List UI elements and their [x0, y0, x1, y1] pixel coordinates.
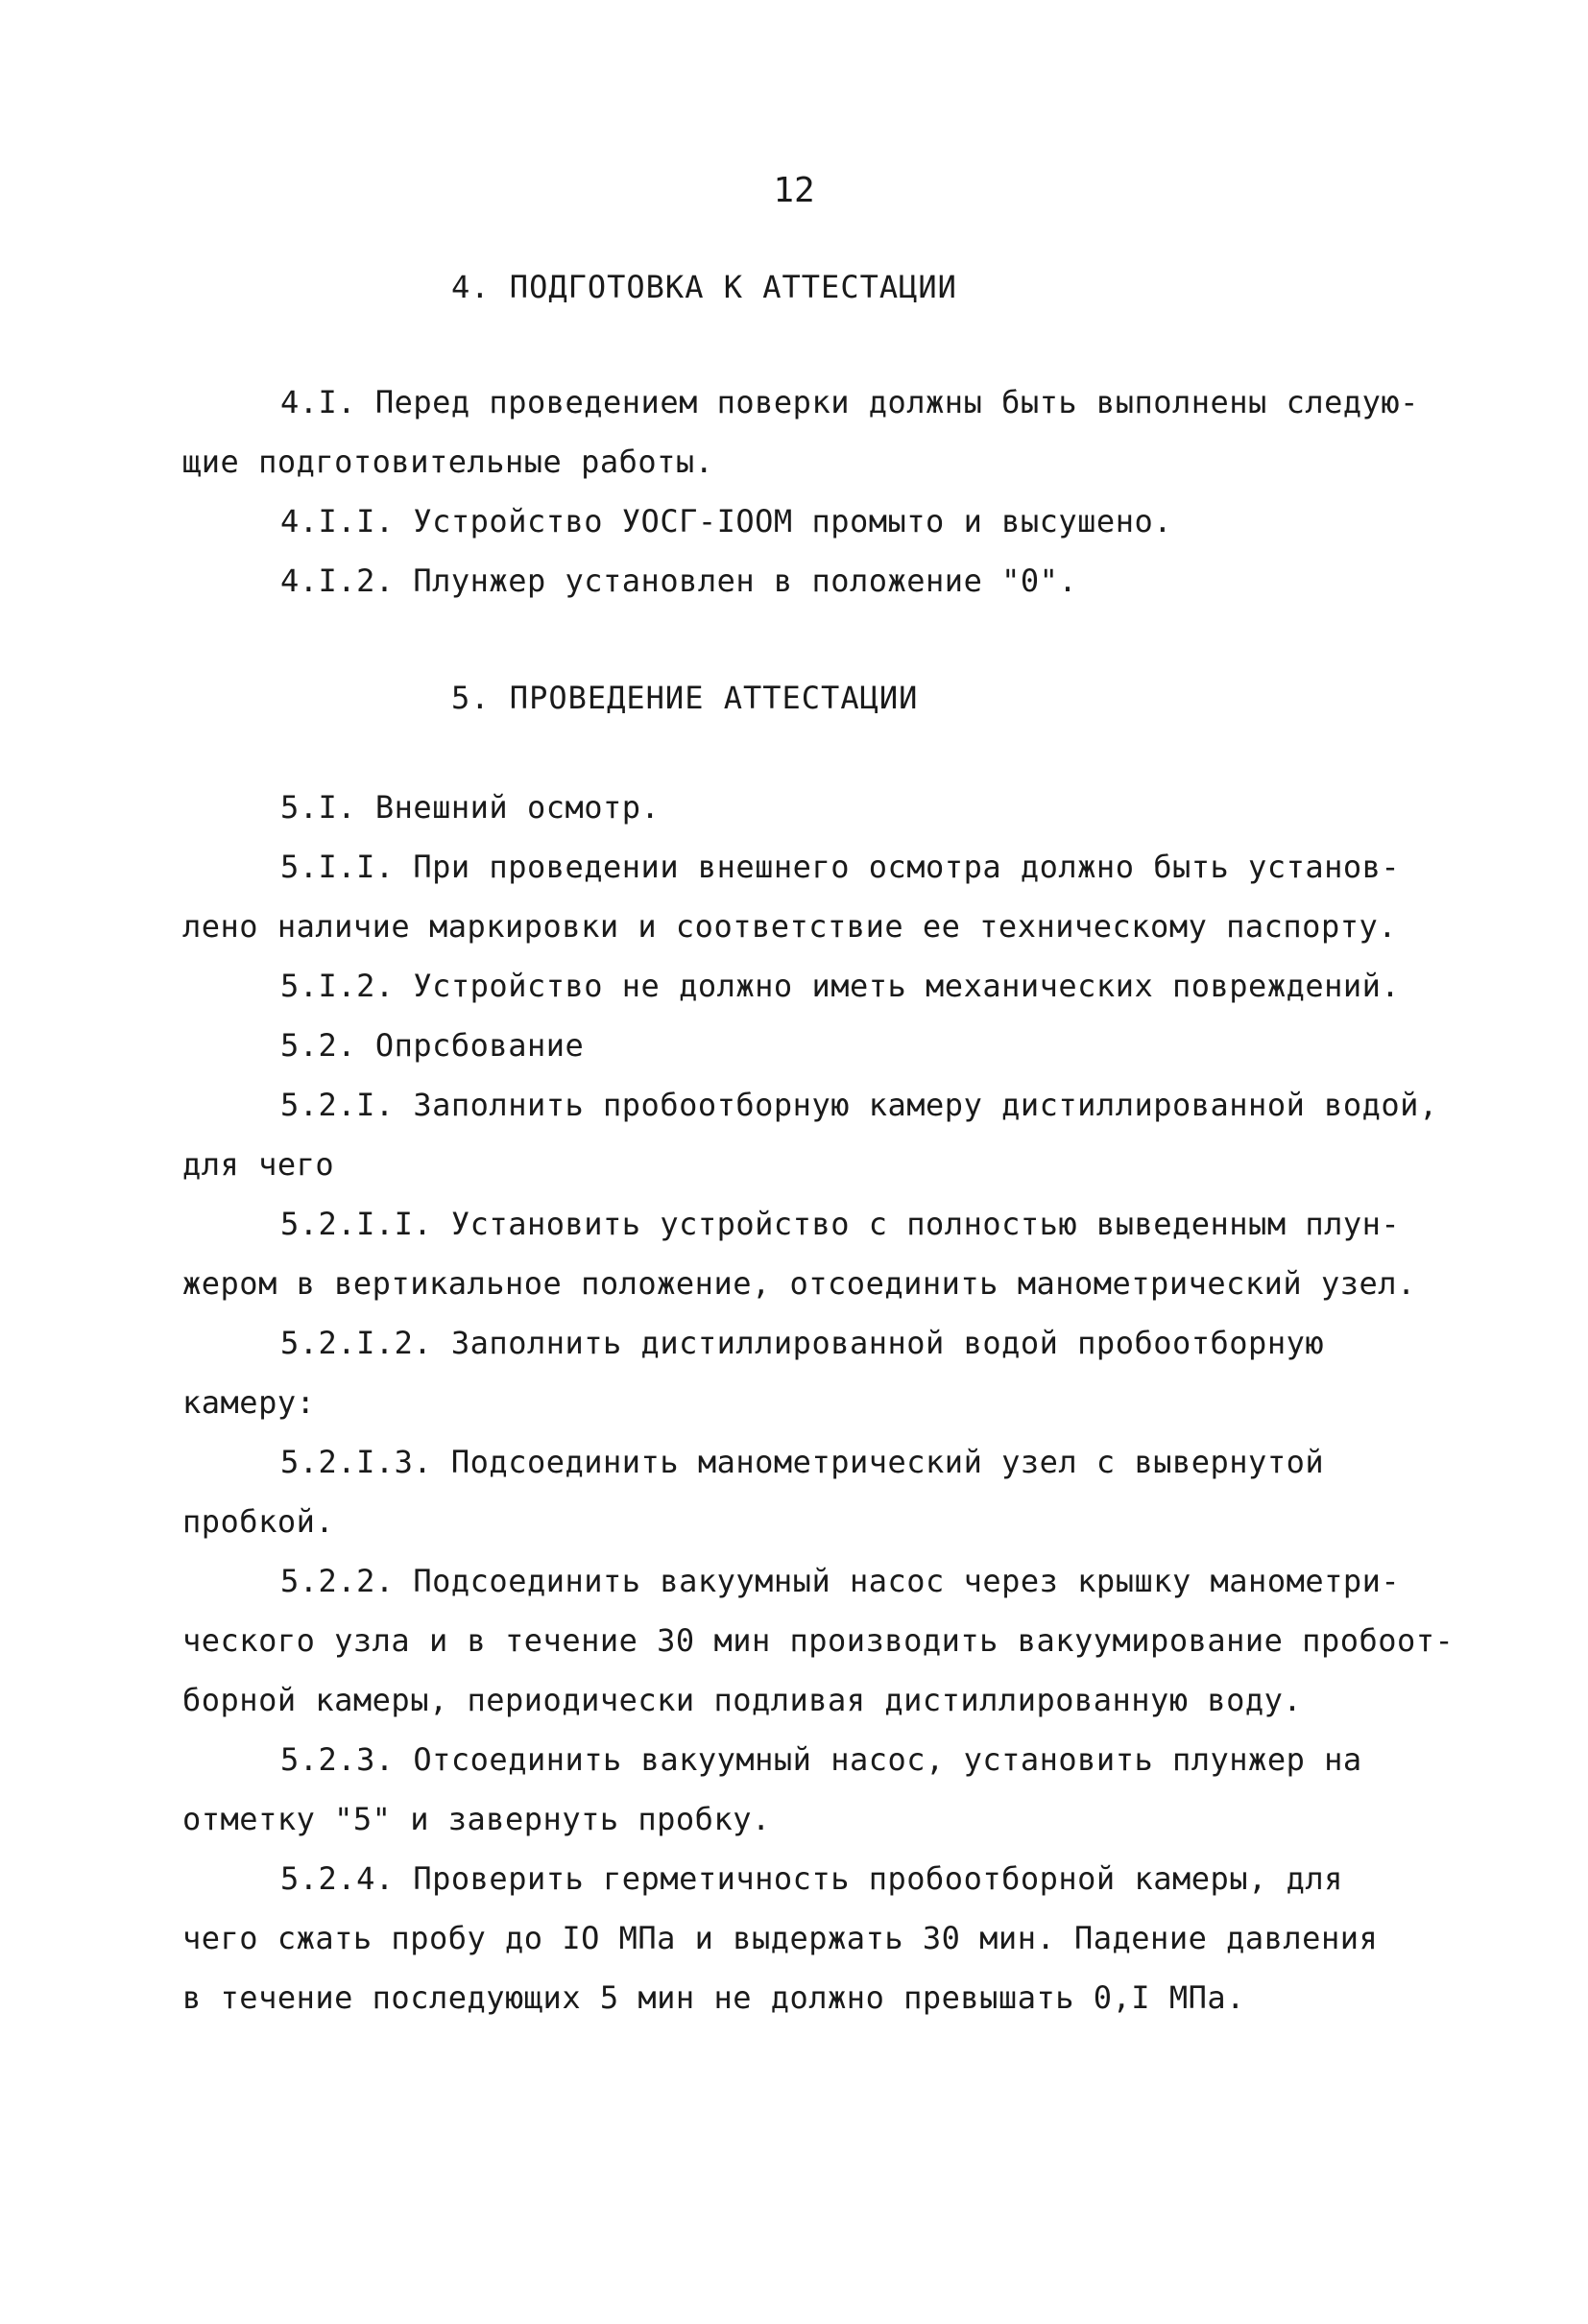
paragraph-line: 5.2.4. Проверить герметичность пробоотборной камеры, для: [280, 1860, 1343, 1897]
page-number: 12: [773, 171, 815, 210]
paragraph-line: щие подготовительные работы.: [182, 443, 714, 480]
paragraph-line: 4.I.I. Устройство УОСГ-IOOМ промыто и высушено.: [280, 503, 1172, 539]
paragraph-line: для чего: [182, 1146, 335, 1183]
section-4-heading: 4. ПОДГОТОВКА К АТТЕСТАЦИИ: [451, 269, 957, 305]
paragraph-line: 5.2.I.3. Подсоединить манометрический узел с вывернутой: [280, 1444, 1325, 1480]
paragraph-line: 5.2.3. Отсоединить вакуумный насос, установить плунжер на: [280, 1741, 1362, 1778]
paragraph-line: в течение последующих 5 мин не должно превышать 0,I МПа.: [182, 1979, 1245, 2016]
paragraph-line: ческого узла и в течение 30 мин производить вакуумирование пробоот-: [182, 1622, 1455, 1659]
paragraph-line: жером в вертикальное положение, отсоединить манометрический узел.: [182, 1265, 1416, 1302]
paragraph-line: 5.2.I.I. Установить устройство с полностью выведенным плун-: [280, 1206, 1401, 1242]
section-5-heading: 5. ПРОВЕДЕНИЕ АТТЕСТАЦИИ: [451, 680, 919, 716]
paragraph-line: 5.2. Опрсбование: [280, 1027, 585, 1064]
paragraph-line: 5.I.2. Устройство не должно иметь механических повреждений.: [280, 968, 1401, 1004]
paragraph-line: чего сжать пробу до IO МПа и выдержать 30 мин. Падение давления: [182, 1920, 1379, 1956]
paragraph-line: 4.I. Перед проведением поверки должны быть выполнены следую-: [280, 384, 1419, 420]
paragraph-line: 5.I.I. При проведении внешнего осмотра должно быть установ-: [280, 849, 1401, 885]
paragraph-line: отметку "5" и завернуть пробку.: [182, 1801, 771, 1837]
paragraph-line: 4.I.2. Плунжер установлен в положение "0".: [280, 563, 1078, 599]
paragraph-line: 5.2.I.2. Заполнить дистиллированной водой пробоотборную: [280, 1325, 1325, 1361]
paragraph-line: борной камеры, периодически подливая дистиллированную воду.: [182, 1682, 1303, 1718]
paragraph-line: 5.2.I. Заполнить пробоотборную камеру дистиллированной водой,: [280, 1087, 1438, 1123]
paragraph-line: 5.2.2. Подсоединить вакуумный насос через крышку манометри-: [280, 1563, 1401, 1599]
paragraph-line: лено наличие маркировки и соответствие ее техническому паспорту.: [182, 908, 1397, 945]
paragraph-line: 5.I. Внешний осмотр.: [280, 789, 661, 826]
paragraph-line: камеру:: [182, 1384, 316, 1421]
paragraph-line: пробкой.: [182, 1503, 335, 1540]
